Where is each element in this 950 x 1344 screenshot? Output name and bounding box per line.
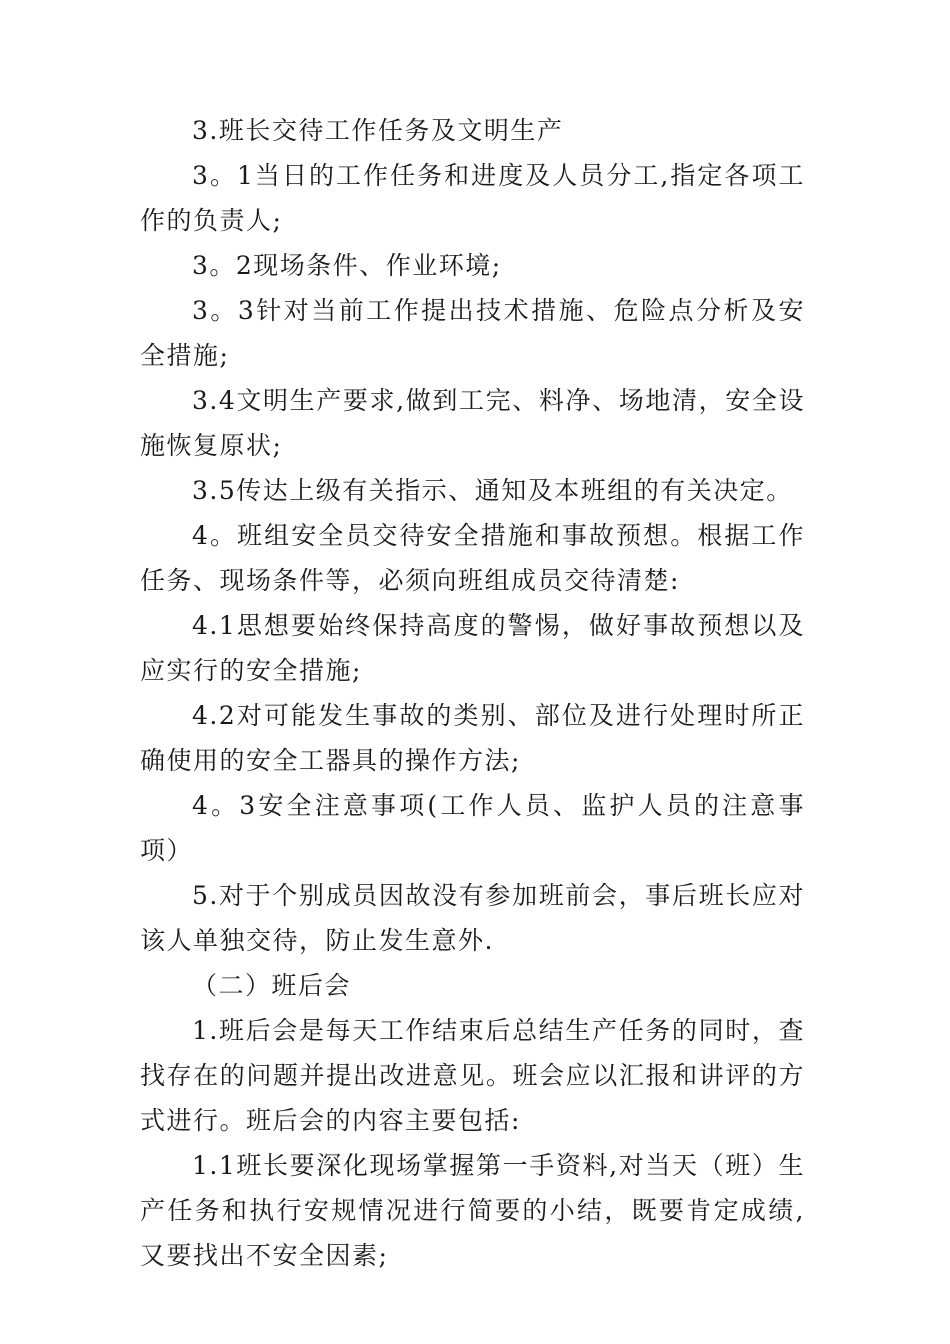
paragraph-after-1-1: 1.1班长要深化现场掌握第一手资料,对当天（班）生产任务和执行安规情况进行简要的小结，既要肯定成绩,又要找出不安全因素; (140, 1151, 805, 1270)
paragraph-4-1: 4.1思想要始终保持高度的警惕，做好事故预想以及应实行的安全措施; (140, 611, 805, 685)
paragraph-4-2: 4.2对可能发生事故的类别、部位及进行处理时所正确使用的安全工器具的操作方法; (140, 701, 805, 775)
paragraph-3-4: 3.4文明生产要求,做到工完、料净、场地清，安全设施恢复原状; (140, 386, 805, 460)
paragraph-3-3: 3。3针对当前工作提出技术措施、危险点分析及安全措施; (140, 296, 805, 370)
section-heading-after-shift-meeting: （二）班后会 (192, 971, 352, 1000)
paragraph-3-2: 3。2现场条件、作业环境; (192, 251, 502, 280)
paragraph-3-5: 3.5传达上级有关指示、通知及本班组的有关决定。 (192, 476, 793, 505)
paragraph-3-1: 3。1当日的工作任务和进度及人员分工,指定各项工作的负责人; (140, 161, 805, 235)
paragraph-3: 3.班长交待工作任务及文明生产 (192, 116, 564, 145)
paragraph-after-1: 1.班后会是每天工作结束后总结生产任务的同时，查找存在的问题并提出改进意见。班会应以汇报和讲评的方式进行。班后会的内容主要包括: (140, 1016, 805, 1135)
paragraph-5: 5.对于个别成员因故没有参加班前会，事后班长应对该人单独交待，防止发生意外. (140, 881, 805, 955)
document-body (140, 108, 805, 1278)
paragraph-4: 4。班组安全员交待安全措施和事故预想。根据工作任务、现场条件等，必须向班组成员交待清楚: (140, 521, 805, 595)
paragraph-4-3: 4。3安全注意事项(工作人员、监护人员的注意事项） (140, 791, 805, 865)
